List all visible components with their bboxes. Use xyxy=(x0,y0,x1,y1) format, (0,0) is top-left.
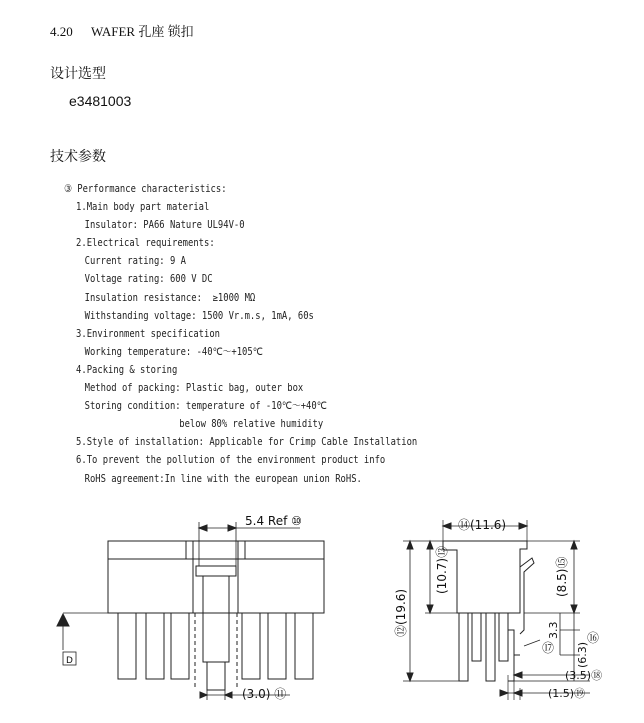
design-heading: 设计选型 xyxy=(50,65,106,81)
dim-body-label: (10.7)⑬ xyxy=(435,545,449,594)
spec-line: RoHS agreement:In line with the european union RoHS. xyxy=(84,472,362,485)
dim-17-label: ⑰ xyxy=(542,641,555,655)
spec-line: 2.Electrical requirements: xyxy=(76,237,215,250)
tech-heading: 技术参数 xyxy=(50,148,106,164)
dim-width-label: ⑭(11.6) xyxy=(458,518,507,532)
dim-15-label: (1.5)⑲ xyxy=(548,687,586,700)
spec-line: Current rating: 9 A xyxy=(84,255,186,268)
spec-line: Insulator: PA66 Nature UL94V-0 xyxy=(84,219,245,232)
spec-line: 4.Packing & storing xyxy=(76,363,178,376)
front-view xyxy=(57,522,324,700)
spec-line: ③ Performance characteristics: xyxy=(64,183,227,195)
dim-35-label: (3.5)⑱ xyxy=(565,669,603,682)
spec-line: Storing condition: temperature of -10℃～+40℃ xyxy=(84,400,327,413)
spec-line: 6.To prevent the pollution of the environment product info xyxy=(76,454,386,467)
datum-label: D xyxy=(66,656,73,666)
dim-upper-label: (8.5)⑮ xyxy=(555,556,569,597)
spec-line: Working temperature: -40℃～+105℃ xyxy=(84,345,263,358)
spec-line: Withstanding voltage: 1500 Vr.m.s, 1mA, 60s xyxy=(84,309,314,322)
spec-line: Method of packing: Plastic bag, outer box xyxy=(84,382,304,395)
side-view xyxy=(403,520,590,700)
dim-16-label: ⑯ xyxy=(587,631,600,645)
spec-line: Voltage rating: 600 V DC xyxy=(84,273,213,286)
dim-height-total-label: ⑫(19.6) xyxy=(394,588,408,637)
spec-line: Insulation resistance: ≥1000 MΩ xyxy=(84,291,256,304)
dim-63-label: (6.3) xyxy=(576,641,589,668)
spec-line: 1.Main body part material xyxy=(76,201,210,214)
spec-line: 5.Style of installation: Applicable for Crimp Cable Installation xyxy=(76,436,418,449)
dim-top-label: 5.4 Ref ⑩ xyxy=(245,514,302,528)
spec-line: below 80% relative humidity xyxy=(179,418,324,431)
part-number: e3481003 xyxy=(69,93,132,109)
section-number: 4.20 xyxy=(50,24,73,39)
dim-33-label: 3.3 xyxy=(547,621,560,639)
dim-bottom-label: (3.0) ⑪ xyxy=(242,687,287,701)
spec-line: 3.Environment specification xyxy=(76,327,220,340)
section-name: WAFER 孔座 锁扣 xyxy=(91,24,194,39)
